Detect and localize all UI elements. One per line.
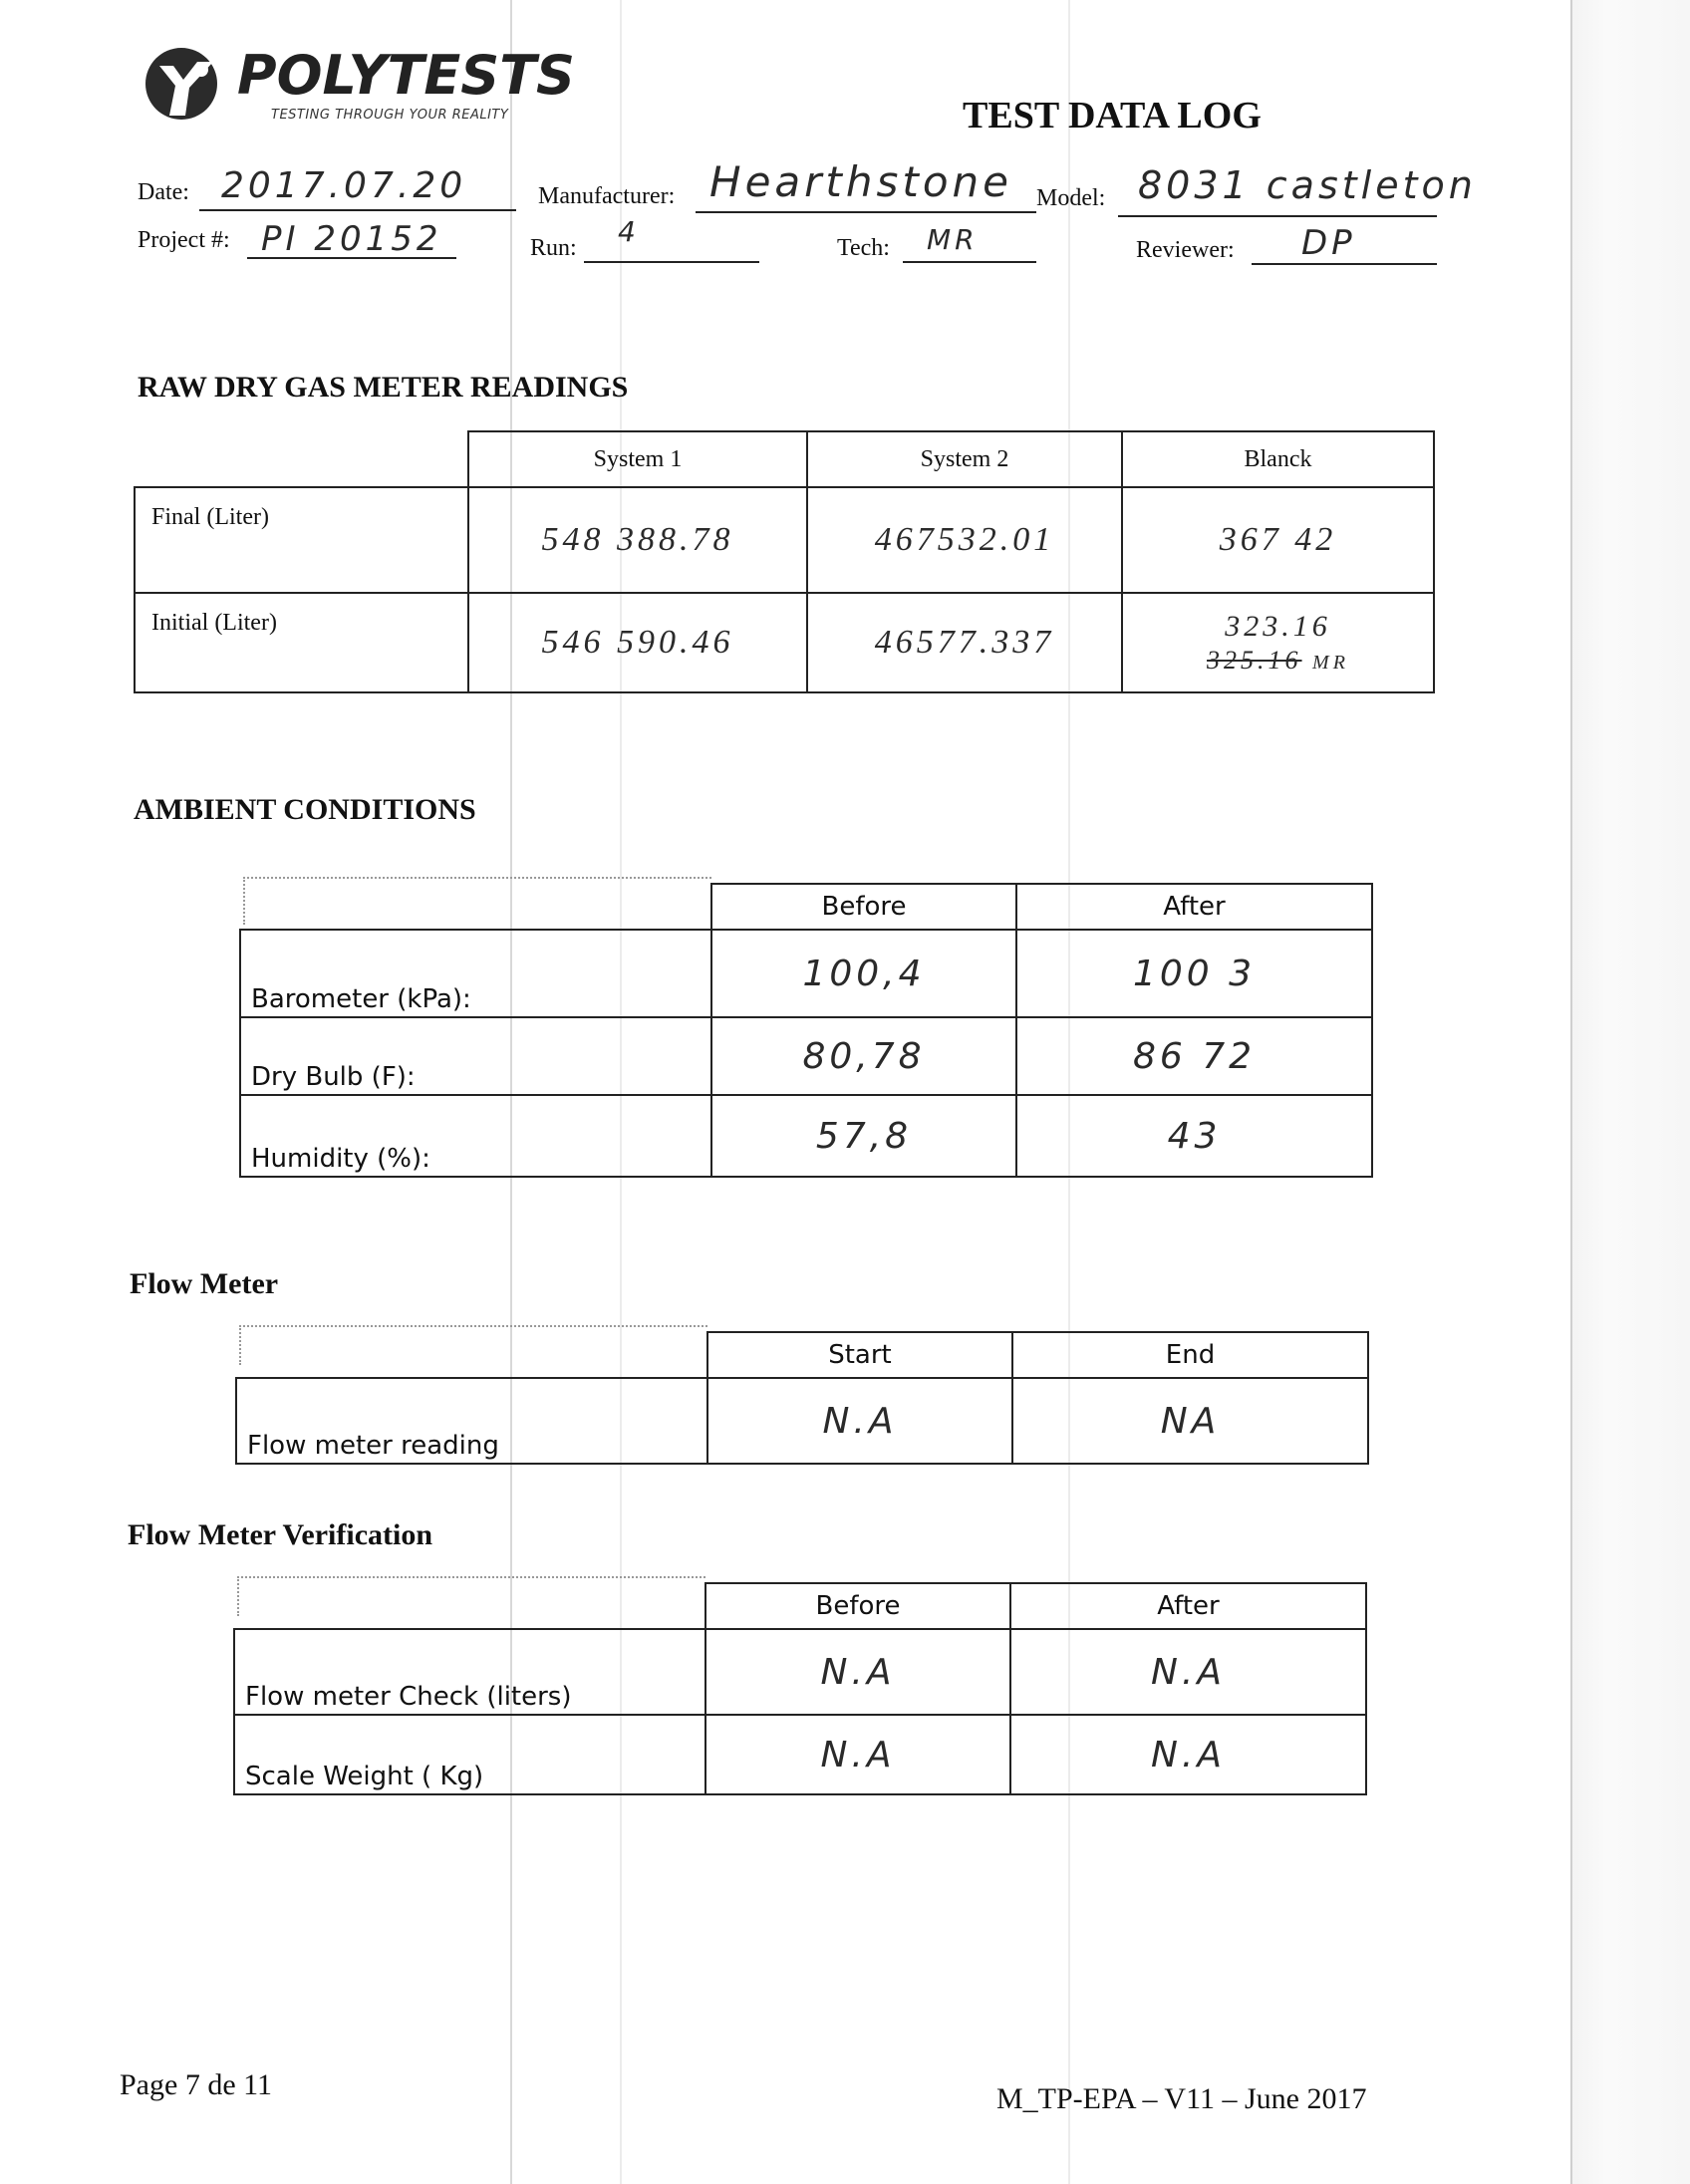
- column-header: After: [1010, 1583, 1366, 1629]
- table-cell: 57,8: [711, 1095, 1016, 1177]
- run-label: Run:: [530, 235, 577, 261]
- column-header: System 1: [468, 431, 807, 487]
- flow-verification-title: Flow Meter Verification: [128, 1518, 433, 1551]
- document-title: TEST DATA LOG: [963, 95, 1262, 136]
- tech-label: Tech:: [837, 235, 890, 261]
- model-value: 8031 castleton: [1138, 163, 1477, 207]
- reviewer-value: DP: [1301, 223, 1356, 263]
- table-cell: 43: [1016, 1095, 1372, 1177]
- column-header: System 2: [807, 431, 1122, 487]
- page-number: Page 7 de 11: [120, 2068, 273, 2101]
- column-header: Before: [711, 884, 1016, 930]
- blank-initial-value: 323.16: [1225, 610, 1331, 643]
- table-row: [234, 1629, 1366, 1715]
- flow-verification-table: [233, 1582, 1367, 1795]
- row-label: Flow meter Check (liters): [234, 1629, 705, 1715]
- dotted-guide: [243, 877, 711, 879]
- table-cell: 80,78: [711, 1017, 1016, 1095]
- table-row: [234, 1715, 1366, 1794]
- row-label: Barometer (kPa):: [240, 930, 711, 1017]
- run-line: [584, 261, 759, 263]
- reviewer-line: [1252, 263, 1437, 265]
- date-line: [199, 209, 516, 211]
- row-label: Final (Liter): [135, 487, 468, 593]
- row-label: Dry Bulb (F):: [240, 1017, 711, 1095]
- project-value: PI 20152: [261, 219, 442, 259]
- table-cell: N.A: [707, 1378, 1012, 1464]
- table-cell: N.A: [1010, 1715, 1366, 1794]
- raw-dry-gas-table: [134, 430, 1435, 693]
- table-row: [135, 487, 1434, 593]
- flow-meter-title: Flow Meter: [130, 1267, 279, 1300]
- dotted-guide: [239, 1325, 707, 1327]
- table-row: [240, 1017, 1372, 1095]
- tech-line: [903, 261, 1036, 263]
- row-label: Scale Weight ( Kg): [234, 1715, 705, 1794]
- row-label: Humidity (%):: [240, 1095, 711, 1177]
- manufacturer-label: Manufacturer:: [538, 183, 676, 209]
- logo-text: POLYTESTS: [237, 44, 575, 107]
- table-cell: N.A: [705, 1715, 1010, 1794]
- table-row: [240, 1095, 1372, 1177]
- table-cell: 100 3: [1016, 930, 1372, 1017]
- raw-dry-gas-title: RAW DRY GAS METER READINGS: [138, 371, 629, 404]
- table-cell: 46577.337: [807, 593, 1122, 692]
- project-label: Project #:: [138, 227, 230, 253]
- table-cell: [1122, 593, 1434, 692]
- manufacturer-value: Hearthstone: [709, 157, 1013, 206]
- table-row: [236, 1378, 1368, 1464]
- manufacturer-line: [696, 211, 1036, 213]
- polytests-logo-icon: [140, 40, 229, 130]
- table-cell: N.A: [705, 1629, 1010, 1715]
- table-cell: NA: [1012, 1378, 1368, 1464]
- table-corner: [234, 1583, 705, 1629]
- table-corner: [236, 1332, 707, 1378]
- column-header: Before: [705, 1583, 1010, 1629]
- table-cell: 86 72: [1016, 1017, 1372, 1095]
- column-header: Blanck: [1122, 431, 1434, 487]
- row-label: Initial (Liter): [135, 593, 468, 692]
- flow-meter-table: [235, 1331, 1369, 1465]
- run-value: 4: [618, 215, 640, 248]
- table-cell: 100,4: [711, 930, 1016, 1017]
- row-label: Flow meter reading: [236, 1378, 707, 1464]
- correction-initials: MR: [1312, 652, 1349, 674]
- dotted-guide: [237, 1576, 705, 1578]
- table-cell: 367 42: [1122, 487, 1434, 593]
- table-corner: [240, 884, 711, 930]
- table-cell: N.A: [1010, 1629, 1366, 1715]
- table-cell: 546 590.46: [468, 593, 807, 692]
- logo-tagline: TESTING THROUGH YOUR REALITY: [271, 108, 509, 123]
- table-row: [240, 930, 1372, 1017]
- reviewer-label: Reviewer:: [1136, 237, 1235, 263]
- column-header: End: [1012, 1332, 1368, 1378]
- table-corner: [135, 431, 468, 487]
- table-row: [135, 593, 1434, 692]
- column-header: After: [1016, 884, 1372, 930]
- date-value: 2017.07.20: [221, 165, 467, 206]
- tech-value: MR: [927, 223, 979, 256]
- column-header: Start: [707, 1332, 1012, 1378]
- document-code: M_TP-EPA – V11 – June 2017: [996, 2082, 1367, 2115]
- page-edge: [1570, 0, 1690, 2184]
- table-cell: 548 388.78: [468, 487, 807, 593]
- ambient-table: [239, 883, 1373, 1178]
- date-label: Date:: [138, 179, 189, 205]
- model-label: Model:: [1036, 185, 1106, 211]
- struck-value: 325.16: [1207, 646, 1302, 675]
- ambient-title: AMBIENT CONDITIONS: [134, 793, 476, 826]
- company-logo: [140, 40, 578, 130]
- model-line: [1118, 215, 1437, 217]
- table-cell: 467532.01: [807, 487, 1122, 593]
